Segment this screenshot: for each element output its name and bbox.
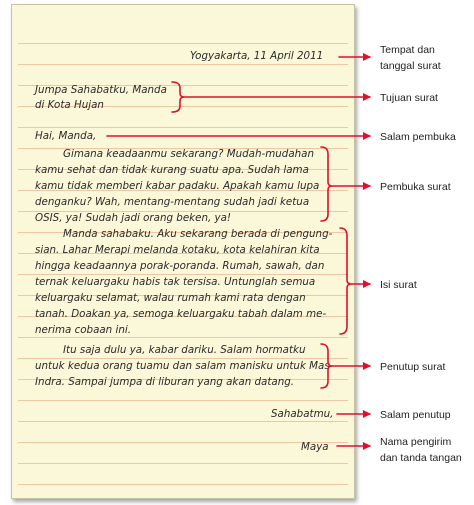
label-closing: Salam penutup xyxy=(380,409,451,421)
label-closing-para: Penutup surat xyxy=(380,361,446,373)
bracket-opening xyxy=(321,147,332,221)
body-line: sian. Lahar Merapi melanda kotaku, kota kelahiran kita xyxy=(35,244,320,256)
label-sender-2: dan tanda tangan xyxy=(380,452,462,464)
body-line: tanah. Doakan ya, semoga keluargaku tabah dalam me- xyxy=(35,308,327,320)
body-line: nerima cobaan ini. xyxy=(35,324,132,336)
body-line: Gimana keadaanmu sekarang? Mudah-mudahan xyxy=(63,148,314,160)
bracket-recipient xyxy=(172,82,184,112)
label-content: Isi surat xyxy=(380,279,417,291)
body-line: Itu saja dulu ya, kabar dariku. Salam hormatku xyxy=(63,344,306,356)
body-line: ternak keluargaku habis tak tersisa. Untunglah semua xyxy=(35,276,316,288)
body-line: untuk kedua orang tuamu dan salam manisku untuk Mas xyxy=(35,360,330,372)
signature: Maya xyxy=(301,441,329,453)
label-sender-1: Nama pengirim xyxy=(380,436,452,448)
body-line: hingga keadaannya porak-poranda. Rumah, sawah, dan xyxy=(35,260,325,272)
body-line: denganku? Wah, mentang-mentang sudah jadi ketua xyxy=(35,196,310,208)
recipient-line-1: Jumpa Sahabatku, Manda xyxy=(35,84,167,96)
body-line: Indra. Sampai jumpa di liburan yang akan datang. xyxy=(35,376,295,388)
closing: Sahabatmu, xyxy=(271,408,334,420)
body-line: kamu sehat dan tidak kurang suatu apa. Sudah lama xyxy=(35,164,309,176)
label-greeting: Salam pembuka xyxy=(380,131,456,143)
bracket-closing-para xyxy=(321,344,332,388)
label-place-date-1: Tempat dan xyxy=(380,44,435,56)
label-recipient: Tujuan surat xyxy=(380,92,438,104)
recipient-line-2: di Kota Hujan xyxy=(35,99,104,111)
label-opening: Pembuka surat xyxy=(380,181,451,193)
place-date: Yogyakarta, 11 April 2011 xyxy=(190,50,324,62)
body-line: Manda sahabaku. Aku sekarang berada di pengung- xyxy=(63,228,333,240)
label-place-date-2: tanggal surat xyxy=(380,60,441,72)
body-line: OSIS, ya! Sudah jadi orang beken, ya! xyxy=(35,212,232,224)
body-line: kamu tidak memberi kabar padaku. Apakah kamu lupa xyxy=(35,180,320,192)
greeting: Hai, Manda, xyxy=(35,130,97,142)
body-line: keluargaku selamat, walau rumah kami rata dengan xyxy=(35,292,306,304)
bracket-content xyxy=(340,228,351,334)
